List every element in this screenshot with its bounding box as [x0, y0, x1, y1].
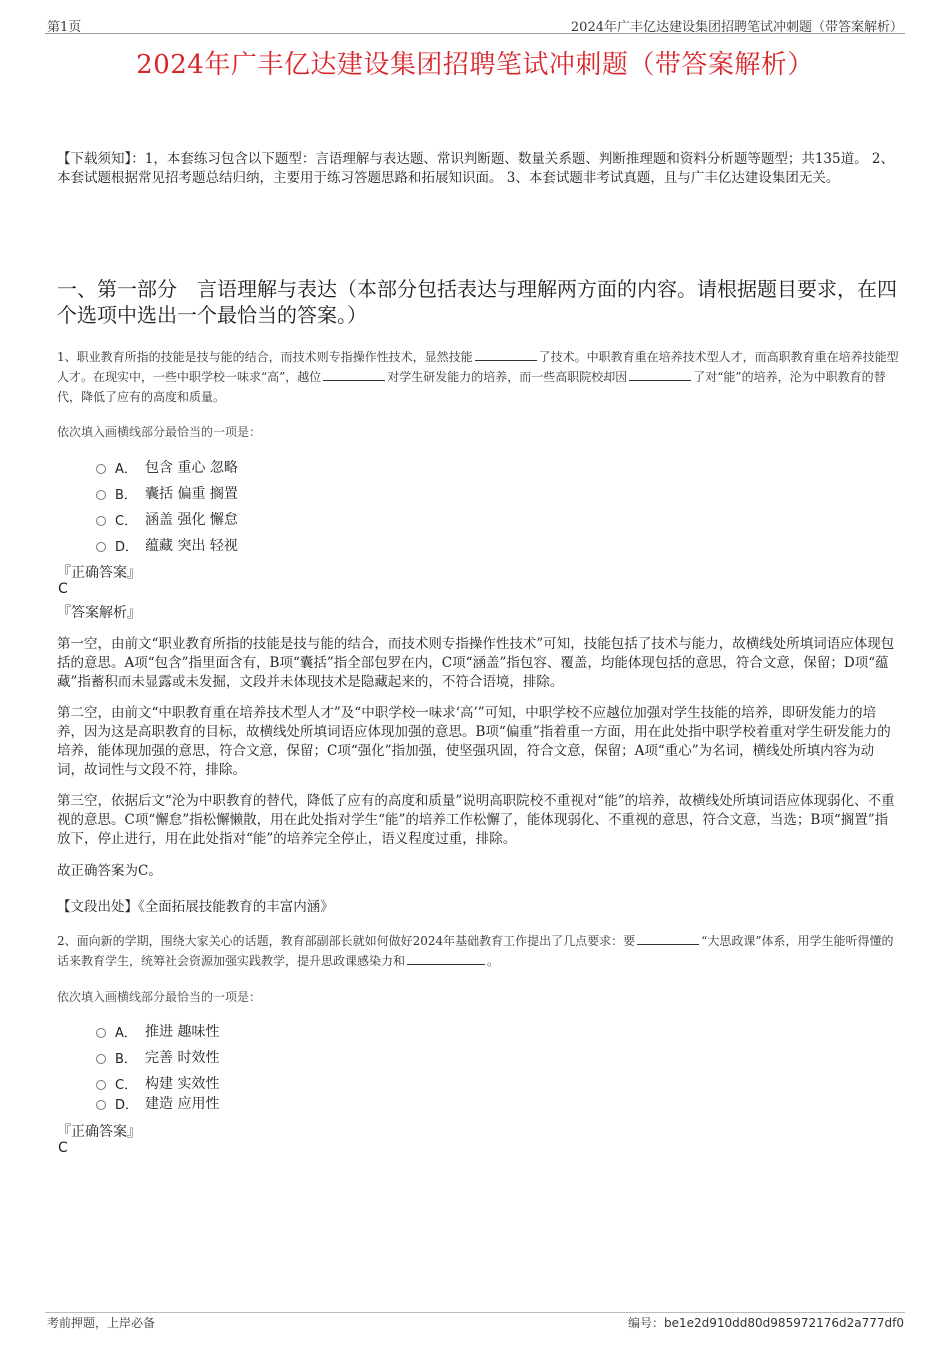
- q1-option-d[interactable]: D． 蕴藏 突出 轻视: [96, 535, 238, 555]
- footer-divider: [45, 1312, 905, 1313]
- download-notice: 【下载须知】：1，本套练习包含以下题型：言语理解与表达题、常识判断题、数量关系题、判断推理题和资料分析题等题型；共135道。 2、本套试题根据常见招考题总结归纳，主要用于练习答题思路和拓展知识面。 3、本套试题非考试真题，且与广丰亿达建设集团无关。: [57, 151, 894, 186]
- page-title: 2024年广丰亿达建设集团招聘笔试冲刺题（带答案解析）: [136, 50, 814, 80]
- page-number: 第1页: [47, 20, 82, 35]
- footer-code: 编号：be1e2d910dd80d985972176d2a777df0: [627, 1316, 904, 1330]
- q1-answer: C: [58, 581, 68, 597]
- q1-answer-label: 『正确答案』: [57, 565, 141, 581]
- q2-option-a[interactable]: A． 推进 趣味性: [96, 1021, 219, 1041]
- blank-1: [637, 933, 699, 945]
- q1-option-a[interactable]: A． 包含 重心 忽略: [96, 457, 238, 477]
- q1-analysis-1: 第一空，由前文“职业教育所指的技能是技与能的结合，而技术则专指操作性技术”可知，技能包括了技术与能力，故横线处所填词语应体现包括的意思。A项“包含”指里面含有，B项“囊括”指全部包罗在内，C项“涵盖”指包容、覆盖，均能体现包括的意思，符合文意，保留；D项“蕴藏”指蓄积而未显露或未发掘，文段并未体现技术是隐藏起来的，不符合语境，排除。: [57, 636, 895, 690]
- question-1-stem: 1、职业教育所指的技能是技与能的结合，而技术则专指操作性技术，显然技能 了技术。中职教育重在培养技术型人才，而高职教育重在培养技能型人才。在现实中，一些中职学校一味求“高”，越位 对学生研发能力的培养，而一些高职院校却因 了对“能”的培养，沦为中职教育的替代，降低了应有的高度和质量。: [57, 350, 899, 404]
- question-2-prompt: 依次填入画横线部分最恰当的一项是：: [57, 990, 262, 1004]
- q2-option-b[interactable]: B． 完善 时效性: [96, 1047, 219, 1067]
- radio-icon[interactable]: [96, 1028, 106, 1038]
- footer-slogan: 考前押题，上岸必备: [47, 1316, 156, 1330]
- q1-source: 【文段出处】《全面拓展技能教育的丰富内涵》: [57, 899, 334, 915]
- q2-option-c[interactable]: C． 构建 实效性: [96, 1073, 219, 1093]
- radio-icon[interactable]: [96, 1054, 106, 1064]
- radio-icon[interactable]: [96, 1080, 106, 1090]
- q1-analysis-label: 『答案解析』: [57, 605, 141, 621]
- radio-icon[interactable]: [96, 1100, 106, 1110]
- blank-1: [475, 349, 537, 361]
- q1-analysis-2: 第二空，由前文“中职教育重在培养技术型人才”及“中职学校一味求‘高’”可知，中职学校不应越位加强对学生技能的培养，即研发能力的培养，因为这是高职教育的目标，故横线处所填词语应体现加强的意思。B项“偏重”指着重一方面，用在此处指中职学校着重对学生研发能力的培养，能体现加强的意思，符合文意，保留；C项“强化”指加强，使坚强巩固，符合文意，保留；A项“重心”为名词，横线处所填内容为动词，故词性与文段不符，排除。: [57, 705, 891, 778]
- blank-2: [407, 953, 485, 965]
- header-doc-title: 2024年广丰亿达建设集团招聘笔试冲刺题（带答案解析）: [570, 20, 903, 35]
- question-1-prompt: 依次填入画横线部分最恰当的一项是：: [57, 425, 262, 439]
- section-heading: 一、第一部分 言语理解与表达（本部分包括表达与理解两方面的内容。请根据题目要求，在四个选项中选出一个最恰当的答案。）: [57, 277, 897, 327]
- radio-icon[interactable]: [96, 516, 106, 526]
- radio-icon[interactable]: [96, 464, 106, 474]
- blank-2: [323, 369, 385, 381]
- radio-icon[interactable]: [96, 490, 106, 500]
- q2-answer-label: 『正确答案』: [57, 1124, 141, 1140]
- q1-analysis-3: 第三空，依据后文“沦为中职教育的替代，降低了应有的高度和质量”说明高职院校不重视对“能”的培养，故横线处所填词语应体现弱化、不重视的意思。C项“懈怠”指松懈懒散，用在此处指对学生“能”的培养工作松懈了，能体现弱化、不重视的意思，符合文意，当选；B项“搁置”指放下，停止进行，用在此处指对“能”的培养完全停止，语义程度过重，排除。: [57, 793, 895, 847]
- q1-option-b[interactable]: B． 囊括 偏重 搁置: [96, 483, 238, 503]
- q1-analysis-4: 故正确答案为C。: [57, 863, 162, 879]
- question-2-stem: 2、面向新的学期，围绕大家关心的话题，教育部副部长就如何做好2024年基础教育工作提出了几点要求：要 “大思政课”体系，用学生能听得懂的话来教育学生，统筹社会资源加强实践教学，提升思政课感染力和 。: [57, 934, 894, 968]
- radio-icon[interactable]: [96, 542, 106, 552]
- blank-3: [629, 369, 691, 381]
- q2-option-d[interactable]: D． 建造 应用性: [96, 1093, 219, 1113]
- q2-answer: C: [58, 1140, 68, 1156]
- q1-option-c[interactable]: C． 涵盖 强化 懈怠: [96, 509, 238, 529]
- header-divider: [45, 33, 905, 34]
